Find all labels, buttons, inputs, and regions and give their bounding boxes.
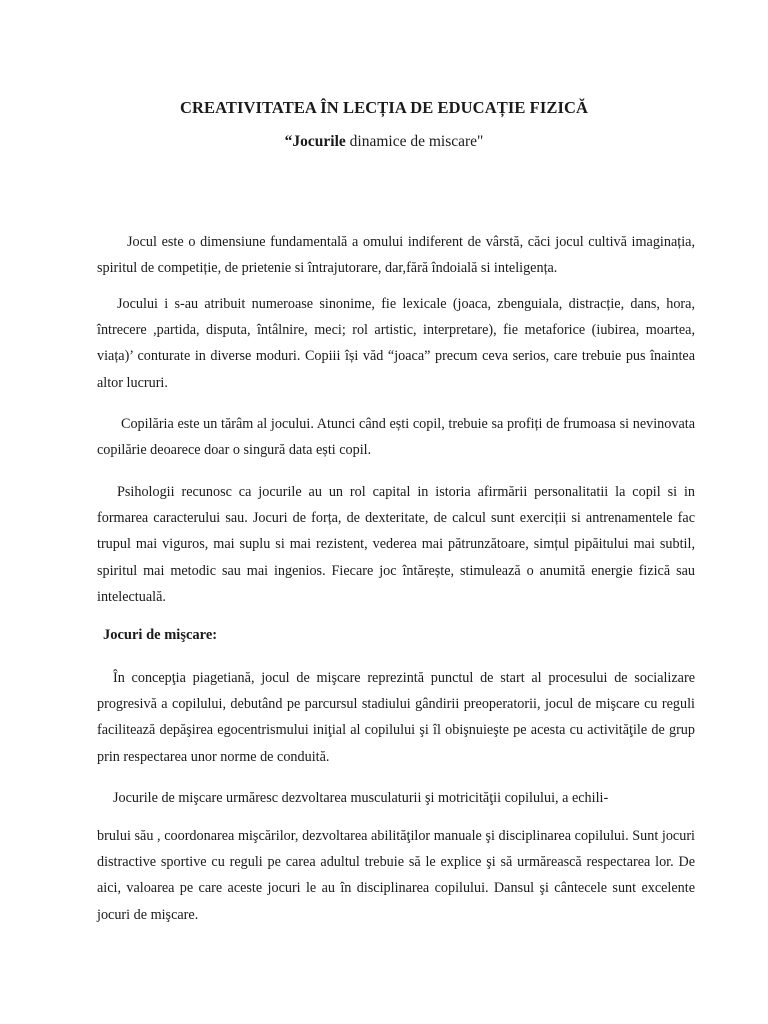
paragraph-joc-dimensiune: Jocul este o dimensiune fundamentală a omului indiferent de vârstă, căci jocul cultivă imaginația, spiritul de competiție, de prietenie si întrajutorare, dar,fără îndoială si inteligența. (97, 234, 695, 277)
section-heading: Jocuri de mişcare: (103, 627, 218, 643)
paragraph-conceptia-piagetiana: În concepţia piagetiană, jocul de mişcare reprezintă punctul de start al procesului de socializare progresivă a copilului, debutând pe parcursul stadiului gândirii preoperatorii, jocul de mişcare cu reguli facilitează depăşirea egocentrismului iniţial al copilului şi îl obişnuieşte pe acesta cu activităţile de grup prin respectarea unor norme de conduită. (97, 670, 695, 765)
paragraph-sinonime: Jocului i s-au atribuit numeroase sinonime, fie lexicale (joaca, zbenguiala, distracție, dans, hora, întrecere ,partida, disputa, întâlnire, meci; rol artistic, interpretare), fie metaforice (iubirea, moartea, viața)’ conturate in diverse moduri. Copiii își văd “joaca” precum ceva serios, care trebuie pus înaintea altor lucruri. (97, 296, 695, 391)
paragraph-echilibru: brului său , coordonarea mişcărilor, dezvoltarea abilităţilor manuale şi disciplinarea copilului. Sunt jocuri distractive sportive cu reguli pe carea adultul trebuie să le explice şi să urmărească respectarea lor. De aici, valoarea pe care aceste jocuri le au în disciplinarea copilului. Dansul şi cântecele sunt excelente jocuri de mişcare. (97, 828, 695, 923)
document-subtitle (0, 133, 768, 151)
subtitle-open-quote: “ (284, 133, 293, 150)
paragraph-jocurile-de-miscare: Jocurile de mişcare urmăresc dezvoltarea musculaturii şi motricităţii copilului, a echili- (113, 790, 609, 806)
document-title: CREATIVITATEA ÎN LECȚIA DE EDUCAȚIE FIZICĂ (179, 98, 589, 117)
paragraph-copilarie: Copilăria este un tărâm al jocului. Atunci când ești copil, trebuie sa profiți de frumoasa si nevinovata copilărie deoarece doar o singură data ești copil. (97, 416, 695, 459)
subtitle-close-quote: " (477, 133, 484, 150)
subtitle-bold-word: Jocurile (292, 133, 346, 150)
subtitle-rest: dinamice de miscare (345, 133, 478, 150)
paragraph-psihologii: Psihologii recunosc ca jocurile au un rol capital in istoria afirmării personalitatii la copil si in formarea caracterului sau. Jocuri de forța, de dexteritate, de calcul sunt exerciții si antrenamentele fac trupul mai viguros, mai suplu si mai rezistent, vederea mai pătrunzătoare, simțul pipăitului mai subtil, spiritul mai metodic sau mai ingenios. Fiecare joc întărește, stimulează o anumită energie fizică sau intelectuală. (97, 484, 695, 605)
